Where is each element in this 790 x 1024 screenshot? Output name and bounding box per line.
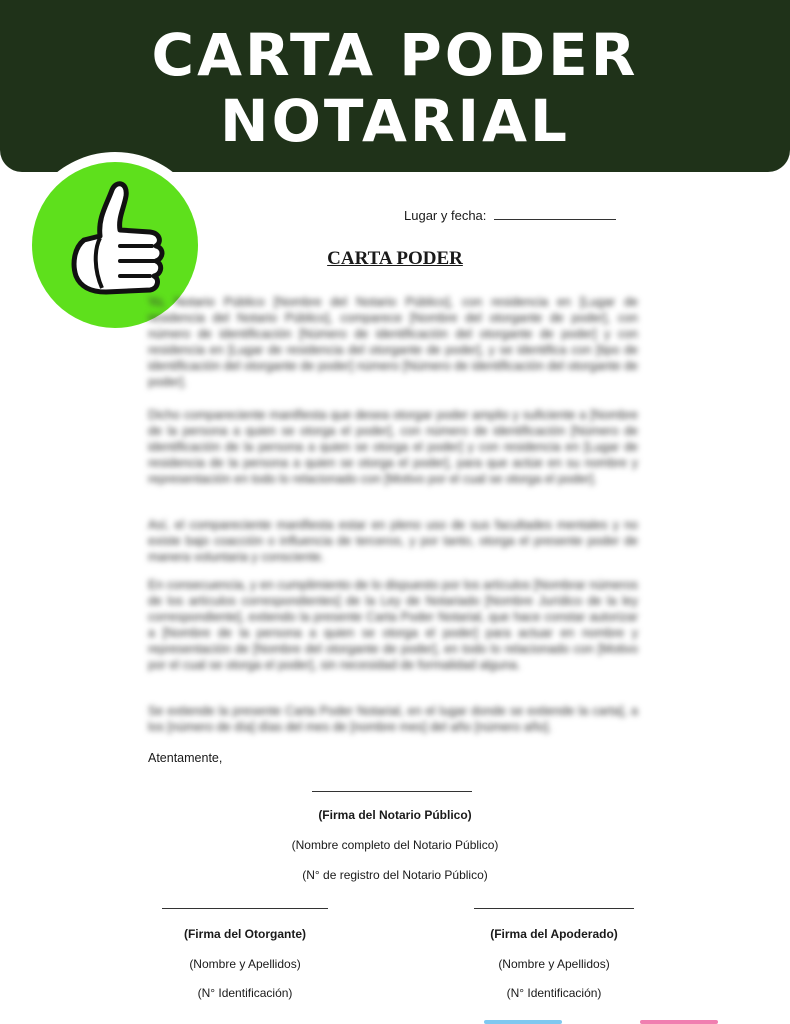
grantor-id-label: (N° Identificación) (197, 986, 293, 1000)
grantor-name-label: (Nombre y Apellidos) (189, 957, 301, 971)
banner-title (0, 22, 790, 154)
document-title: CARTA PODER (327, 248, 463, 269)
place-date-blank (494, 207, 616, 220)
paragraph-3: Así, el compareciente manifiesta estar en pleno uso de sus facultades mentales y no existe bajo coacción o influencia de terceros, y por tanto, otorga el presente poder de manera voluntaria y consciente. (148, 518, 638, 564)
notary-signature-label: (Firma del Notario Público) (318, 808, 472, 822)
decorative-strip-blue (484, 1020, 562, 1024)
notary-name-label: (Nombre completo del Notario Público) (291, 838, 499, 852)
paragraph-2: Dicho compareciente manifiesta que desea otorgar poder amplio y suficiente a [Nombre de la persona a quien se otorga el poder], con número de identificación [Número de identificación de la persona a quien se otorga el poder] y con residencia en [Lugar de residencia de la persona a quien se otorga el poder], para que actúe en su nombre y representación en todo lo relacionado con [Motivo por el cual se otorga el poder]. (148, 408, 638, 486)
attorney-name-label: (Nombre y Apellidos) (498, 957, 610, 971)
grantor-signature-line (162, 908, 328, 909)
attorney-signature-line (474, 908, 634, 909)
notary-signature-line (312, 791, 472, 792)
header-banner (0, 0, 790, 172)
attorney-signature-label: (Firma del Apoderado) (490, 927, 618, 941)
attorney-id-label: (N° Identificación) (506, 986, 602, 1000)
place-date-label: Lugar y fecha: (404, 208, 487, 223)
decorative-strip-pink (640, 1020, 718, 1024)
banner-title-line2: NOTARIAL (220, 87, 570, 155)
paragraph-4: En consecuencia, y en cumplimiento de lo dispuesto por los artículos [Nombrar números de los artículos correspondientes] de la Ley de Notariado [Nombre Jurídico de la ley correspondiente], extiendo la presente Carta Poder Notarial, que hace constar autorizar a [Nombre de la persona a quien se otorga el poder] para actuar en nombre y representación de [Nombre del otorgante de poder], en todo lo relacionado con [Motivo por el cual se otorga el poder], sin necesidad de formalidad alguna. (148, 578, 638, 672)
grantor-signature-label: (Firma del Otorgante) (183, 927, 306, 941)
paragraph-5: Se extiende la presente Carta Poder Notarial, en el lugar donde se extiende la carta], a los [número de día] días del mes de [nombre mes] del año [número año]. (148, 704, 638, 734)
banner-title-line1: CARTA PODER (151, 21, 639, 89)
notary-registry-label: (N° de registro del Notario Público) (302, 868, 488, 882)
paragraph-1: Yo, Notario Público [Nombre del Notario Público], con residencia en [Lugar de residencia del Notario Público], comparece [Nombre del otorgante de poder], con número de identificación [Número de identificación del otorgante de poder] y con residencia en [Lugar de residencia del otorgante de poder], y se identifica con [tipo de identificación del otorgante de poder] número [Número de identificación del otorgante de poder]. (148, 295, 638, 389)
closing: Atentamente, (148, 751, 223, 765)
place-date (404, 207, 616, 223)
thumbs-up-icon (60, 178, 170, 308)
